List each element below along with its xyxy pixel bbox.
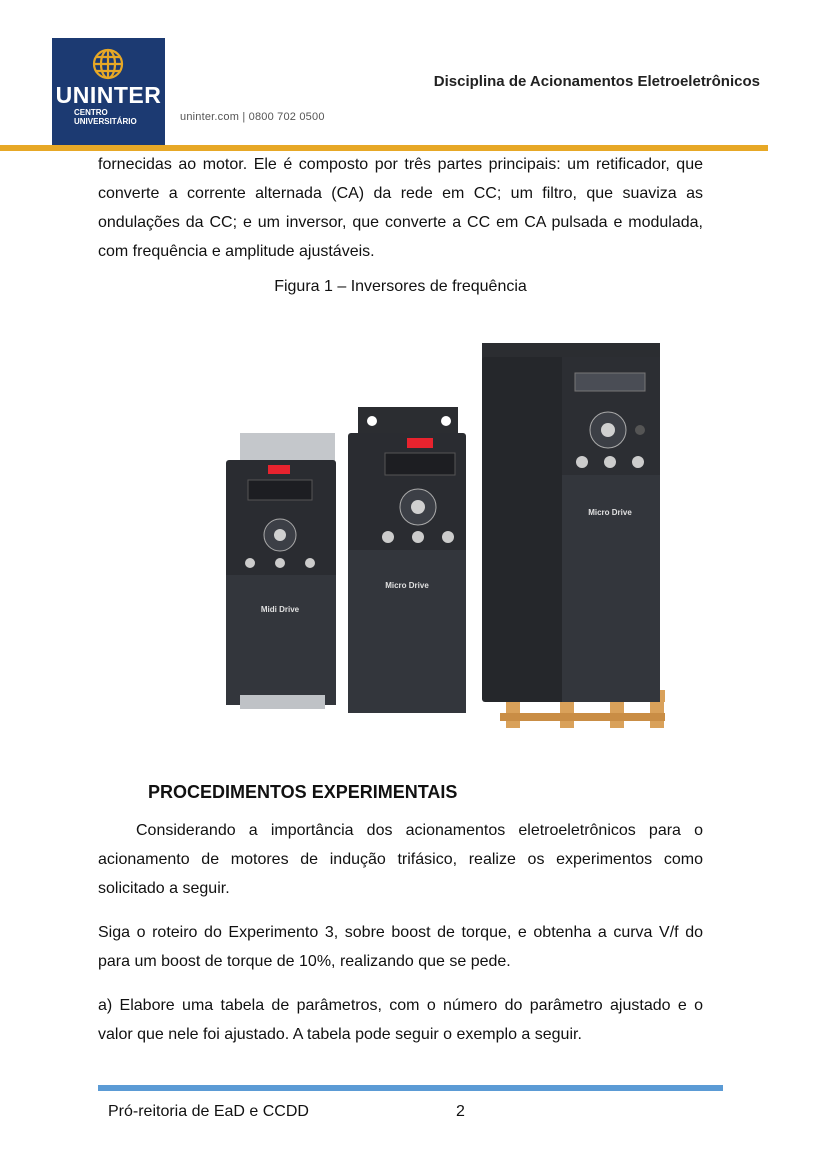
experiment-intro-paragraph: Considerando a importância dos acionamentos eletroeletrônicos para o acionamento de motores de indução trifásico, realize os experimentos como solicitado a seguir. [98,822,703,897]
micro-drive-label-medium: Micro Drive [385,581,429,590]
micro-drive-unit-large [482,343,660,702]
logo-subtitle: CENTRO UNIVERSITÁRIO [74,108,137,126]
page-number: 2 [456,1103,465,1120]
frequency-inverters-figure [210,335,690,735]
section-title: PROCEDIMENTOS EXPERIMENTAIS [148,782,458,802]
micro-drive-unit-medium [348,407,466,713]
figure-caption: Figura 1 – Inversores de frequência [274,278,527,295]
experiment-instructions-paragraph: Siga o roteiro do Experimento 3, sobre boost de torque, e obtenha a curva V/f do para um boost de torque de 10%, realizando que se pede. [98,924,703,970]
uninter-logo [52,38,165,145]
micro-drive-label-large: Micro Drive [588,508,632,517]
footer-divider [98,1085,723,1091]
midi-drive-unit [226,433,336,709]
midi-drive-label: Midi Drive [260,605,300,614]
item-a-paragraph: a) Elabore uma tabela de parâmetros, com o número do parâmetro ajustado e o valor que nele foi ajustado. A tabela pode seguir o exemplo a seguir. [98,997,703,1043]
contact-info: uninter.com | 0800 702 0500 [180,111,325,123]
logo-wordmark: UNINTER [55,82,162,108]
globe-icon [52,38,165,88]
document-title: Disciplina de Acionamentos Eletroeletrônicos [433,73,760,90]
intro-paragraph: fornecidas ao motor. Ele é composto por três partes principais: um retificador, que converte a corrente alternada (CA) da rede em CC; um filtro, que suaviza as ondulações da CC; e um inversor, que converte a CC em CA pulsada e modulada, com frequência e amplitude ajustáveis. [98,156,703,260]
footer-text: Pró-reitoria de EaD e CCDD [108,1103,309,1120]
